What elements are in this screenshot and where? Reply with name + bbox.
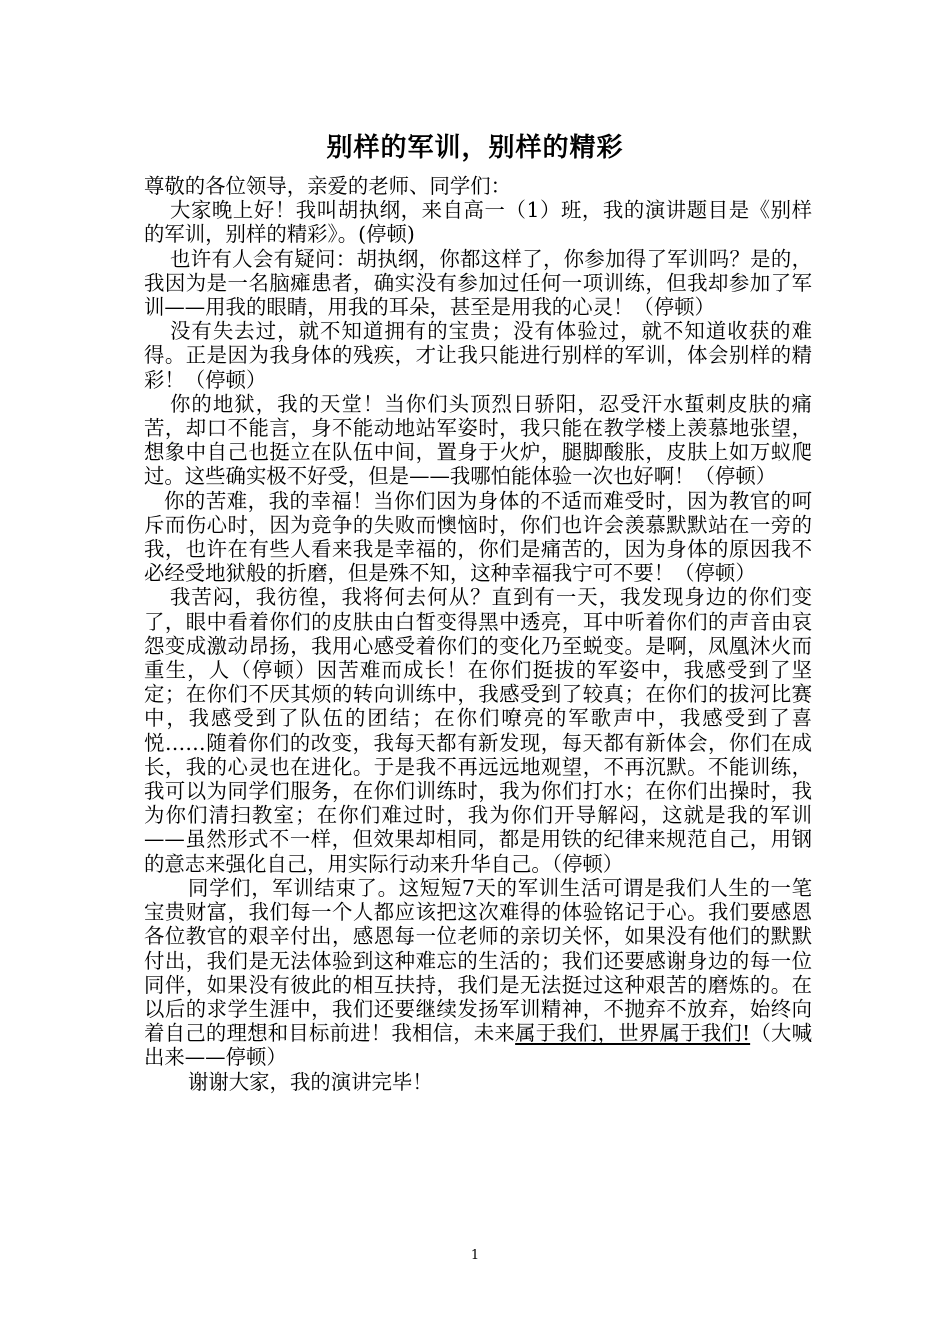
paragraph-hell-heaven: 你的地狱，我的天堂！当你们头顶烈日骄阳，忍受汗水蜇刺皮肤的痛苦，却口不能言，身不能动地站军姿时，我只能在教学楼上羡慕地张望，想象中自己也挺立在队伍中间，置身于火炉，腿脚酸胀，皮肤上如万蚁爬过。这些确实极不好受，但是——我哪怕能体验一次也好啊！（停顿） [144, 391, 812, 489]
conclusion-text: 同学们，军训结束了。这短短7天的军训生活可谓是我们人生的一笔宝贵财富，我们每一个人都应该把这次难得的体验铭记于心。我们要感恩各位教官的艰辛付出，感恩每一位老师的亲切关怀，如果没有他们的默默付出，我们是无法体验到这种难忘的生活的；我们还要感谢身边的每一位同伴，如果没有彼此的相互扶持，我们是无法挺过这种艰苦的磨炼的。在以后的求学生涯中，我们还要继续发扬军训精神，不抛弃不放弃，始终向着自己的理想和目标前进！我相信，未来 [144, 875, 812, 1046]
document-title: 别样的军训，别样的精彩 [326, 133, 624, 163]
paragraph-conclusion [144, 876, 812, 1070]
speech-body [144, 174, 812, 1094]
paragraph-thanks: 谢谢大家，我的演讲完毕！ [188, 1069, 433, 1094]
paragraph-experience: 没有失去过，就不知道拥有的宝贵；没有体验过，就不知道收获的难得。正是因为我身体的残疾，才让我只能进行别样的军训，体会别样的精彩！（停顿） [144, 319, 812, 392]
underlined-slogan: 属于我们，世界属于我们! [515, 1021, 751, 1046]
paragraph-suffering-happiness: 你的苦难，我的幸福！当你们因为身体的不适而难受时，因为教官的呵斥而伤心时，因为竞争的失败而懊恼时，你们也许会羡慕默默站在一旁的我，也许在有些人看来我是幸福的，你们是痛苦的，因为身体的原因我不必经受地狱般的折磨，但是殊不知，这种幸福我宁可不要！（停顿） [144, 488, 812, 586]
stage-direction: （大喊出来——停顿） [144, 1021, 812, 1070]
salutation: 尊敬的各位领导，亲爱的老师、同学们： [144, 174, 512, 198]
paragraph-transformation: 我苦闷，我彷徨，我将何去何从？直到有一天，我发现身边的你们变了，眼中看着你们的皮肤由白皙变得黑中透亮，耳中听着你们的声音由哀怨变成激动昂扬，我用心感受着你们的变化乃至蜕变。是啊，凤凰沐火而重生，人（停顿）因苦难而成长！在你们挺拔的军姿中，我感受到了坚定；在你们不厌其烦的转向训练中，我感受到了较真；在你们的拔河比赛中，我感受到了队伍的团结；在你们嘹亮的军歌声中，我感受到了喜悦……随着你们的改变，我每天都有新发现，每天都有新体会，你们在成长，我的心灵也在进化。于是我不再远远地观望，不再沉默。不能训练，我可以为同学们服务，在你们训练时，我为你们打水；在你们出操时，我为你们清扫教室；在你们难过时，我为你们开导解闷，这就是我的军训——虽然形式不一样，但效果却相同，都是用铁的纪律来规范自己，用钢的意志来强化自己，用实际行动来升华自己。（停顿） [144, 585, 812, 876]
page-number: 1 [470, 1248, 480, 1263]
paragraph-question: 也许有人会有疑问：胡执纲，你都这样了，你参加得了军训吗？是的，我因为是一名脑瘫患者，确实没有参加过任何一项训练，但我却参加了军训——用我的眼睛，用我的耳朵，甚至是用我的心灵！（停顿） [144, 246, 812, 320]
paragraph-greeting: 大家晚上好！我叫胡执纲，来自高一（1）班，我的演讲题目是《别样的军训，别样的精彩》。(停顿) [144, 198, 812, 247]
